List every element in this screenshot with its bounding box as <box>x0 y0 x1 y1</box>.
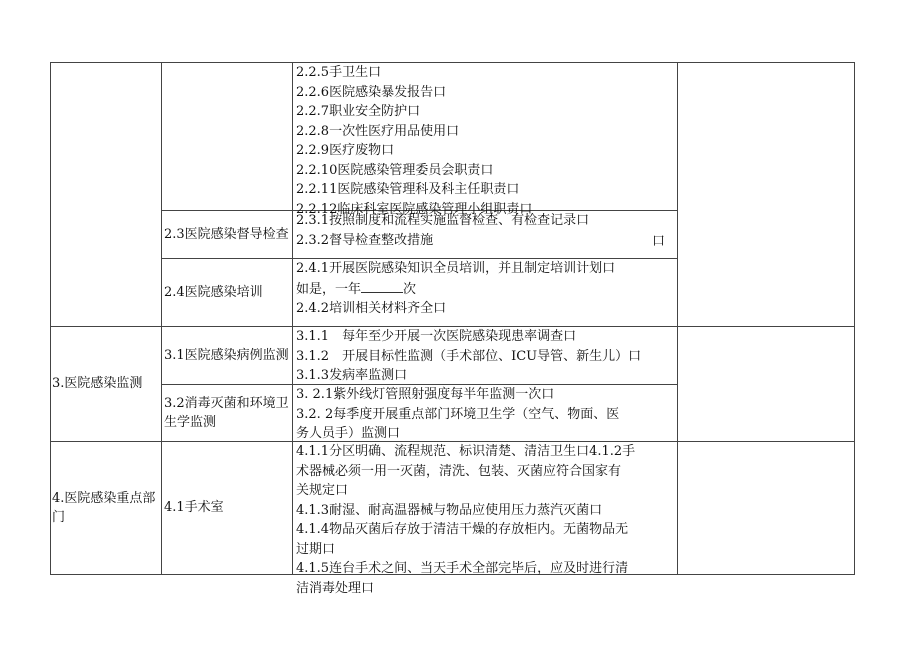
sub-4-1-label: 4.1手术室 <box>164 500 224 516</box>
item-3-2-2-cont: 务人员手）监测口 <box>296 426 401 441</box>
item-4-1-1-line1: 4.1.1分区明确、流程规范、标识清楚、清洁卫生口4.1.2手 <box>296 444 636 459</box>
item-2-2-10: 2.2.10医院感染管理委员会职责口 <box>296 162 494 178</box>
col-border-left <box>50 62 51 575</box>
item-4-1-3: 4.1.3耐湿、耐高温器械与物品应使用压力蒸汽灭菌口 <box>296 502 603 518</box>
item-3-1-2: 3.1.2 开展目标性监测（手术部位、ICU导管、新生儿）口 <box>296 348 642 364</box>
item-3-1-3: 3.1.3发病率监测口 <box>296 368 408 383</box>
col-border-1 <box>161 62 162 575</box>
item-2-2-8: 2.2.8一次性医疗用品使用口 <box>296 123 460 139</box>
sub-2-4-label: 2.4医院感染培训 <box>164 284 263 300</box>
item-2-4-1-cont: 如是，一年 次 <box>296 279 674 300</box>
item-2-2-11: 2.2.11医院感染管理科及科主任职责口 <box>296 182 520 197</box>
item-2-2-9: 2.2.9医疗废物口 <box>296 143 395 158</box>
item-2-2-12: 2.2.12临床科室医院感染管理小组职责口 <box>296 201 533 217</box>
col-border-3 <box>677 62 678 575</box>
col-border-2 <box>292 62 293 575</box>
item-2-4-1: 2.4.1开展医院感染知识全员培训，并且制定培训计划口 <box>296 261 616 276</box>
category-4-label: 4.医院感染重点部门 <box>52 490 156 525</box>
items-2-3 <box>296 211 674 258</box>
item-4-1-1-line2: 术器械必须一用一灭菌，清洗、包装、灭菌应符合国家有 <box>296 463 622 479</box>
sub-3-1-label: 3.1医院感染病例监测 <box>164 347 289 363</box>
col-border-right <box>854 62 855 575</box>
sub-2-3-label: 2.3医院感染督导检查 <box>164 226 289 242</box>
item-3-2-1: 3. 2.1紫外线灯管照射强度每半年监测一次口 <box>296 387 555 402</box>
items-2-4 <box>296 259 674 326</box>
item-4-1-5-line1: 4.1.5连台手术之间、当天手术全部完毕后，应及时进行清 <box>296 561 629 576</box>
item-2-3-2: 2.3.2督导检查整改措施 <box>296 232 434 248</box>
item-2-4-2: 2.4.2培训相关材料齐全口 <box>296 301 447 316</box>
item-2-2-7: 2.2.7职业安全防护口 <box>296 104 421 119</box>
item-2-3-1: 2.3.1按照制度和流程实施监督检查、有检查记录口 <box>296 213 590 228</box>
item-2-2-5: 2.2.5手卫生口 <box>296 65 382 80</box>
items-3-1 <box>296 327 674 384</box>
blank-underline <box>361 279 403 293</box>
item-2-2-6: 2.2.6医院感染暴发报告口 <box>296 84 447 100</box>
items-2-2 <box>296 63 674 217</box>
item-3-1-1: 3.1.1 每年至少开展一次医院感染现患率调查口 <box>296 329 577 344</box>
item-4-1-1-line3: 关规定口 <box>296 483 349 498</box>
item-3-2-2: 3.2. 2每季度开展重点部门环境卫生学（空气、物面、医 <box>296 406 620 422</box>
checkbox-2-3-2: 口 <box>652 234 666 249</box>
item-4-1-4-line1: 4.1.4物品灭菌后存放于清洁干燥的存放柜内。无菌物品无 <box>296 522 629 537</box>
item-4-1-5-line2: 洁消毒处理口 <box>296 580 375 596</box>
category-3-label: 3.医院感染监测 <box>52 376 143 392</box>
sub-3-2-label: 3.2消毒灭菌和环境卫生学监测 <box>164 395 289 430</box>
item-4-1-4-line2: 过期口 <box>296 541 336 557</box>
items-3-2 <box>296 385 674 441</box>
items-4-1 <box>296 442 674 596</box>
